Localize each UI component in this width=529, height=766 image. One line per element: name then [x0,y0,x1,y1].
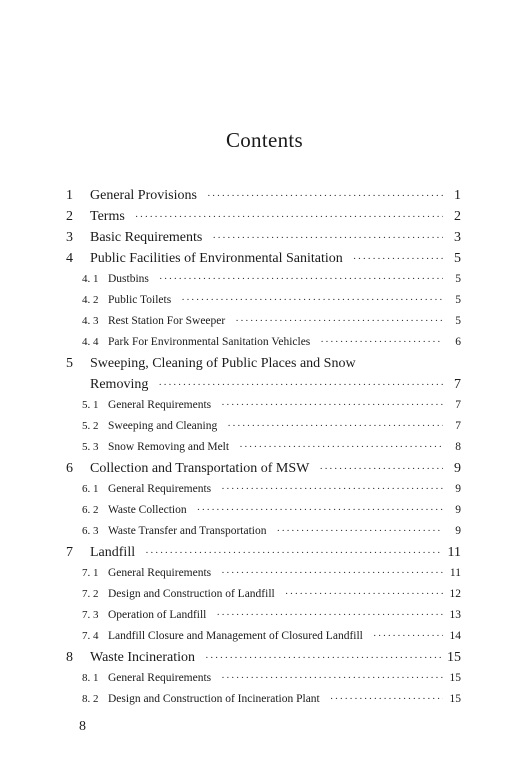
toc-entry-page: 7 [455,420,461,432]
toc-entry-number: 8. 2 [82,693,99,705]
table-of-contents [66,185,461,710]
toc-entry-label: Basic Requirements [90,230,203,245]
toc-entry-number: 4. 4 [82,336,99,348]
page-number: 8 [79,719,86,734]
toc-entry-number: 3 [66,230,73,245]
leader-dots [205,648,441,669]
toc-entry[interactable] [66,500,461,521]
toc-entry-page: 1 [454,188,461,203]
toc-entry-page: 12 [449,588,461,600]
toc-entry-label: Waste Incineration [90,650,195,665]
toc-entry-page: 6 [455,336,461,348]
toc-entry-label: Sweeping and Cleaning [108,420,218,432]
toc-entry-number: 4. 3 [82,315,99,327]
toc-entry[interactable] [66,689,461,710]
toc-entry[interactable] [66,353,461,374]
toc-entry[interactable] [66,395,461,416]
toc-entry-page: 14 [449,630,461,642]
toc-entry[interactable] [66,605,461,626]
toc-entry[interactable] [66,584,461,605]
toc-entry[interactable] [66,185,461,206]
toc-entry-page: 7 [455,399,461,411]
toc-entry[interactable] [66,227,461,248]
toc-entry-label: General Requirements [108,567,212,579]
toc-entry-label: Waste Collection [108,504,187,516]
toc-entry-label: Rest Station For Sweeper [108,315,226,327]
toc-entry[interactable] [66,290,461,311]
toc-entry[interactable] [66,542,461,563]
toc-entry-number: 6. 2 [82,504,99,516]
toc-entry[interactable] [66,458,461,479]
toc-entry-number: 4. 1 [82,273,99,285]
leader-dots [319,459,443,480]
toc-entry-label: Operation of Landfill [108,609,207,621]
toc-entry-page: 5 [455,294,461,306]
toc-entry-number: 5 [66,356,73,371]
leader-dots [276,521,443,542]
toc-entry-page: 9 [455,483,461,495]
toc-entry-number: 7. 4 [82,630,99,642]
toc-entry-page: 9 [455,525,461,537]
toc-entry-number: 5. 3 [82,441,99,453]
leader-dots [216,605,443,626]
toc-entry-page: 8 [455,441,461,453]
toc-entry-number: 7. 2 [82,588,99,600]
toc-entry-number: 5. 1 [82,399,99,411]
toc-entry-number: 4. 2 [82,294,99,306]
toc-entry-number: 5. 2 [82,420,99,432]
toc-entry[interactable] [66,332,461,353]
toc-entry[interactable] [66,563,461,584]
leader-dots [227,416,443,437]
toc-entry[interactable] [66,311,461,332]
toc-entry-label: General Requirements [108,483,212,495]
toc-entry-label: General Requirements [108,399,212,411]
toc-entry[interactable] [66,437,461,458]
toc-entry-page: 9 [454,461,461,476]
toc-entry-page: 7 [454,377,461,392]
leader-dots [159,269,443,290]
toc-entry-label: Waste Transfer and Transportation [108,525,267,537]
leader-dots [320,332,443,353]
toc-entry-label: Public Toilets [108,294,172,306]
toc-entry-page: 15 [447,650,461,665]
toc-entry-label: Park For Environmental Sanitation Vehicles [108,336,311,348]
toc-entry-page: 15 [449,693,461,705]
toc-entry[interactable] [66,416,461,437]
toc-entry[interactable] [66,479,461,500]
toc-entry-page: 11 [447,545,461,560]
leader-dots [197,500,443,521]
leader-dots [373,626,443,647]
toc-entry-continuation[interactable] [66,374,461,395]
toc-entry-page: 5 [455,315,461,327]
leader-dots [285,584,443,605]
toc-entry[interactable] [66,521,461,542]
toc-entry-label: Public Facilities of Environmental Sanitation [90,251,343,266]
toc-entry-label: Design and Construction of Incineration Plant [108,693,320,705]
toc-entry-page: 5 [455,273,461,285]
leader-dots [221,479,443,500]
toc-entry-number: 4 [66,251,73,266]
leader-dots [145,543,441,564]
toc-entry-page: 9 [455,504,461,516]
toc-entry-number: 6. 3 [82,525,99,537]
leader-dots [221,563,443,584]
toc-entry[interactable] [66,248,461,269]
toc-entry-number: 7 [66,545,73,560]
toc-entry-label: Landfill Closure and Management of Closured Landfill [108,630,363,642]
toc-entry-number: 1 [66,188,73,203]
toc-entry-number: 8. 1 [82,672,99,684]
leader-dots [221,395,443,416]
leader-dots [207,186,443,207]
toc-entry-label-continued: Removing [90,377,149,392]
toc-entry-label: Terms [90,209,125,224]
toc-entry-number: 7. 1 [82,567,99,579]
leader-dots [353,249,443,270]
toc-entry[interactable] [66,647,461,668]
leader-dots [235,311,443,332]
toc-entry-number: 2 [66,209,73,224]
toc-entry-label: Collection and Transportation of MSW [90,461,310,476]
toc-entry-number: 8 [66,650,73,665]
toc-entry-label: General Provisions [90,188,197,203]
toc-entry-page: 13 [449,609,461,621]
toc-entry-page: 15 [449,672,461,684]
toc-entry-number: 6 [66,461,73,476]
toc-entry-page: 11 [449,567,461,579]
toc-entry[interactable] [66,668,461,689]
toc-entry[interactable] [66,206,461,227]
leader-dots [221,668,443,689]
toc-entry-label: Snow Removing and Melt [108,441,230,453]
leader-dots [158,375,443,396]
toc-entry-label: General Requirements [108,672,212,684]
toc-entry-label: Landfill [90,545,136,560]
toc-entry-number: 7. 3 [82,609,99,621]
toc-entry-page: 5 [454,251,461,266]
toc-entry-label: Design and Construction of Landfill [108,588,275,600]
toc-entry[interactable] [66,626,461,647]
leader-dots [181,290,443,311]
toc-entry-label: Sweeping, Cleaning of Public Places and Snow [90,356,356,371]
leader-dots [135,207,443,228]
toc-entry-label: Dustbins [108,273,149,285]
leader-dots [239,437,443,458]
toc-entry-page: 3 [454,230,461,245]
page-title: Contents [225,128,304,152]
leader-dots [212,228,443,249]
toc-entry[interactable] [66,269,461,290]
leader-dots [330,689,443,710]
toc-entry-page: 2 [454,209,461,224]
toc-entry-number: 6. 1 [82,483,99,495]
